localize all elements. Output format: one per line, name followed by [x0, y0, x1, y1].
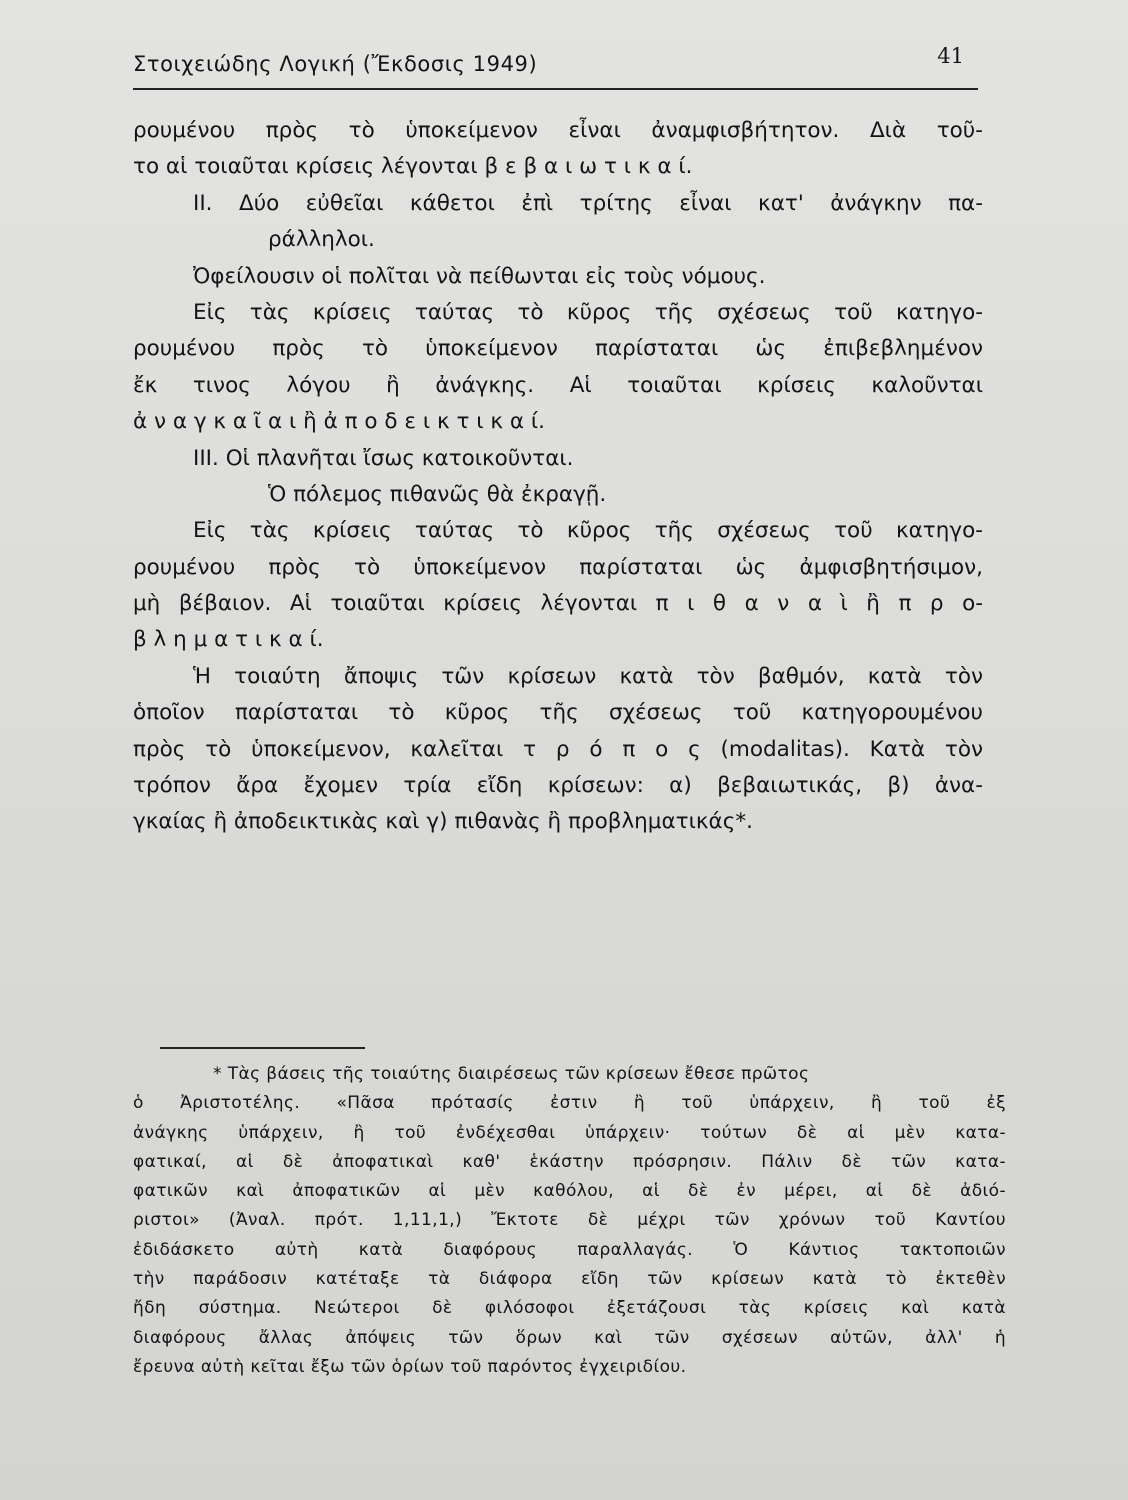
text-line: Ὁ πόλεμος πιθανῶς θὰ ἐκραγῇ.	[268, 481, 607, 507]
footnote-line: φατικαί, αἱ δὲ ἀποφατικαὶ καθ' ἑκάστην πρόσρησιν. Πάλιν δὲ τῶν κατα-	[133, 1151, 1006, 1172]
text-line: γκαίας ἢ ἀποδεικτικὰς καὶ γ) πιθανὰς ἢ προβληματικάς*.	[133, 809, 753, 835]
text-line: II. Δύο εὐθεῖαι κάθετοι ἐπὶ τρίτης εἶναι κατ' ἀνάγκην πα-	[193, 190, 983, 216]
footnote-line: ἤδη σύστημα. Νεώτεροι δὲ φιλόσοφοι ἐξετάζουσι τὰς κρίσεις καὶ κατὰ	[133, 1298, 1006, 1319]
footnote-line: ἀνάγκης ὑπάρχειν, ἢ τοῦ ἐνδέχεσθαι ὑπάρχειν· τούτων δὲ αἱ μὲν κατα-	[133, 1122, 1006, 1143]
footnote-line: διαφόρους ἄλλας ἀπόψεις τῶν ὅρων καὶ τῶν σχέσεων αὐτῶν, ἀλλ' ἡ	[133, 1327, 1006, 1348]
footnote-rule	[160, 1047, 365, 1049]
text-line: β λ η μ α τ ι κ α ί.	[133, 627, 324, 653]
page-number: 41	[937, 44, 964, 68]
text-line: III. Οἱ πλανῆται ἴσως κατοικοῦνται.	[193, 445, 574, 471]
text-line: ἀ ν α γ κ α ῖ α ι ἢ ἀ π ο δ ε ι κ τ ι κ α ί.	[133, 409, 545, 435]
text-line: ὁποῖον παρίσταται τὸ κῦρος τῆς σχέσεως τοῦ κατηγορουμένου	[133, 700, 983, 726]
text-line: ρουμένου πρὸς τὸ ὑποκείμενον εἶναι ἀναμφισβήτητον. Διὰ τοῦ-	[133, 118, 983, 143]
text-line: Ὀφείλουσιν οἱ πολῖται νὰ πείθωνται εἰς τοὺς νόμους.	[193, 263, 766, 289]
text-line: ρουμένου πρὸς τὸ ὑποκείμενον παρίσταται ὡς ἐπιβεβλημένον	[133, 336, 983, 362]
body-text	[133, 113, 983, 841]
footnote-line: ριστοι» (Ἀναλ. πρότ. 1,11,1,) Ἔκτοτε δὲ μέχρι τῶν χρόνων τοῦ Καντίου	[133, 1210, 1006, 1231]
text-line: τρόπον ἄρα ἔχομεν τρία εἴδη κρίσεων: α) βεβαιωτικάς, β) ἀνα-	[133, 773, 983, 799]
footnote-line: * Τὰς βάσεις τῆς τοιαύτης διαιρέσεως τῶν κρίσεων ἔθεσε πρῶτος	[213, 1064, 810, 1084]
text-line: πρὸς τὸ ὑποκείμενον, καλεῖται τ ρ ό π ο ς (modalitas). Κατὰ τὸν	[133, 736, 983, 762]
footnote-line: τὴν παράδοσιν κατέταξε τὰ διάφορα εἴδη τῶν κρίσεων κατὰ τὸ ἐκτεθὲν	[133, 1269, 1006, 1290]
header-rule	[133, 88, 978, 90]
text-line: το αἱ τοιαῦται κρίσεις λέγονται β ε β α ι ω τ ι κ α ί.	[133, 154, 693, 180]
footnote-line: ὁ Ἀριστοτέλης. «Πᾶσα πρότασίς ἐστιν ἢ τοῦ ὑπάρχειν, ἢ τοῦ ἐξ	[133, 1093, 1006, 1114]
footnote	[133, 1060, 1006, 1382]
text-line: Εἰς τὰς κρίσεις ταύτας τὸ κῦρος τῆς σχέσεως τοῦ κατηγο-	[193, 518, 983, 544]
footnote-line: ἔρευνα αὐτὴ κεῖται ἔξω τῶν ὁρίων τοῦ παρόντος ἐγχειριδίου.	[133, 1356, 687, 1377]
running-header	[133, 40, 978, 92]
text-line: Ἡ τοιαύτη ἄποψις τῶν κρίσεων κατὰ τὸν βαθμόν, κατὰ τὸν	[193, 663, 983, 689]
text-line: μὴ βέβαιον. Αἱ τοιαῦται κρίσεις λέγονται π ι θ α ν α ὶ ἢ π ρ ο-	[133, 591, 983, 617]
header-title: Στοιχειώδης Λογική (Ἔκδοσις 1949)	[133, 52, 538, 76]
text-line: ἔκ τινος λόγου ἢ ἀνάγκης. Αἱ τοιαῦται κρίσεις καλοῦνται	[133, 372, 983, 398]
footnote-line: φατικῶν καὶ ἀποφατικῶν αἱ μὲν καθόλου, αἱ δὲ ἐν μέρει, αἱ δὲ ἀδιό-	[133, 1181, 1006, 1202]
text-line: Εἰς τὰς κρίσεις ταύτας τὸ κῦρος τῆς σχέσεως τοῦ κατηγο-	[193, 299, 983, 325]
text-line: ράλληλοι.	[268, 227, 375, 253]
footnote-line: ἐδιδάσκετο αὐτὴ κατὰ διαφόρους παραλλαγάς. Ὁ Κάντιος τακτοποιῶν	[133, 1239, 1006, 1260]
text-line: ρουμένου πρὸς τὸ ὑποκείμενον παρίσταται ὡς ἀμφισβητήσιμον,	[133, 554, 983, 580]
